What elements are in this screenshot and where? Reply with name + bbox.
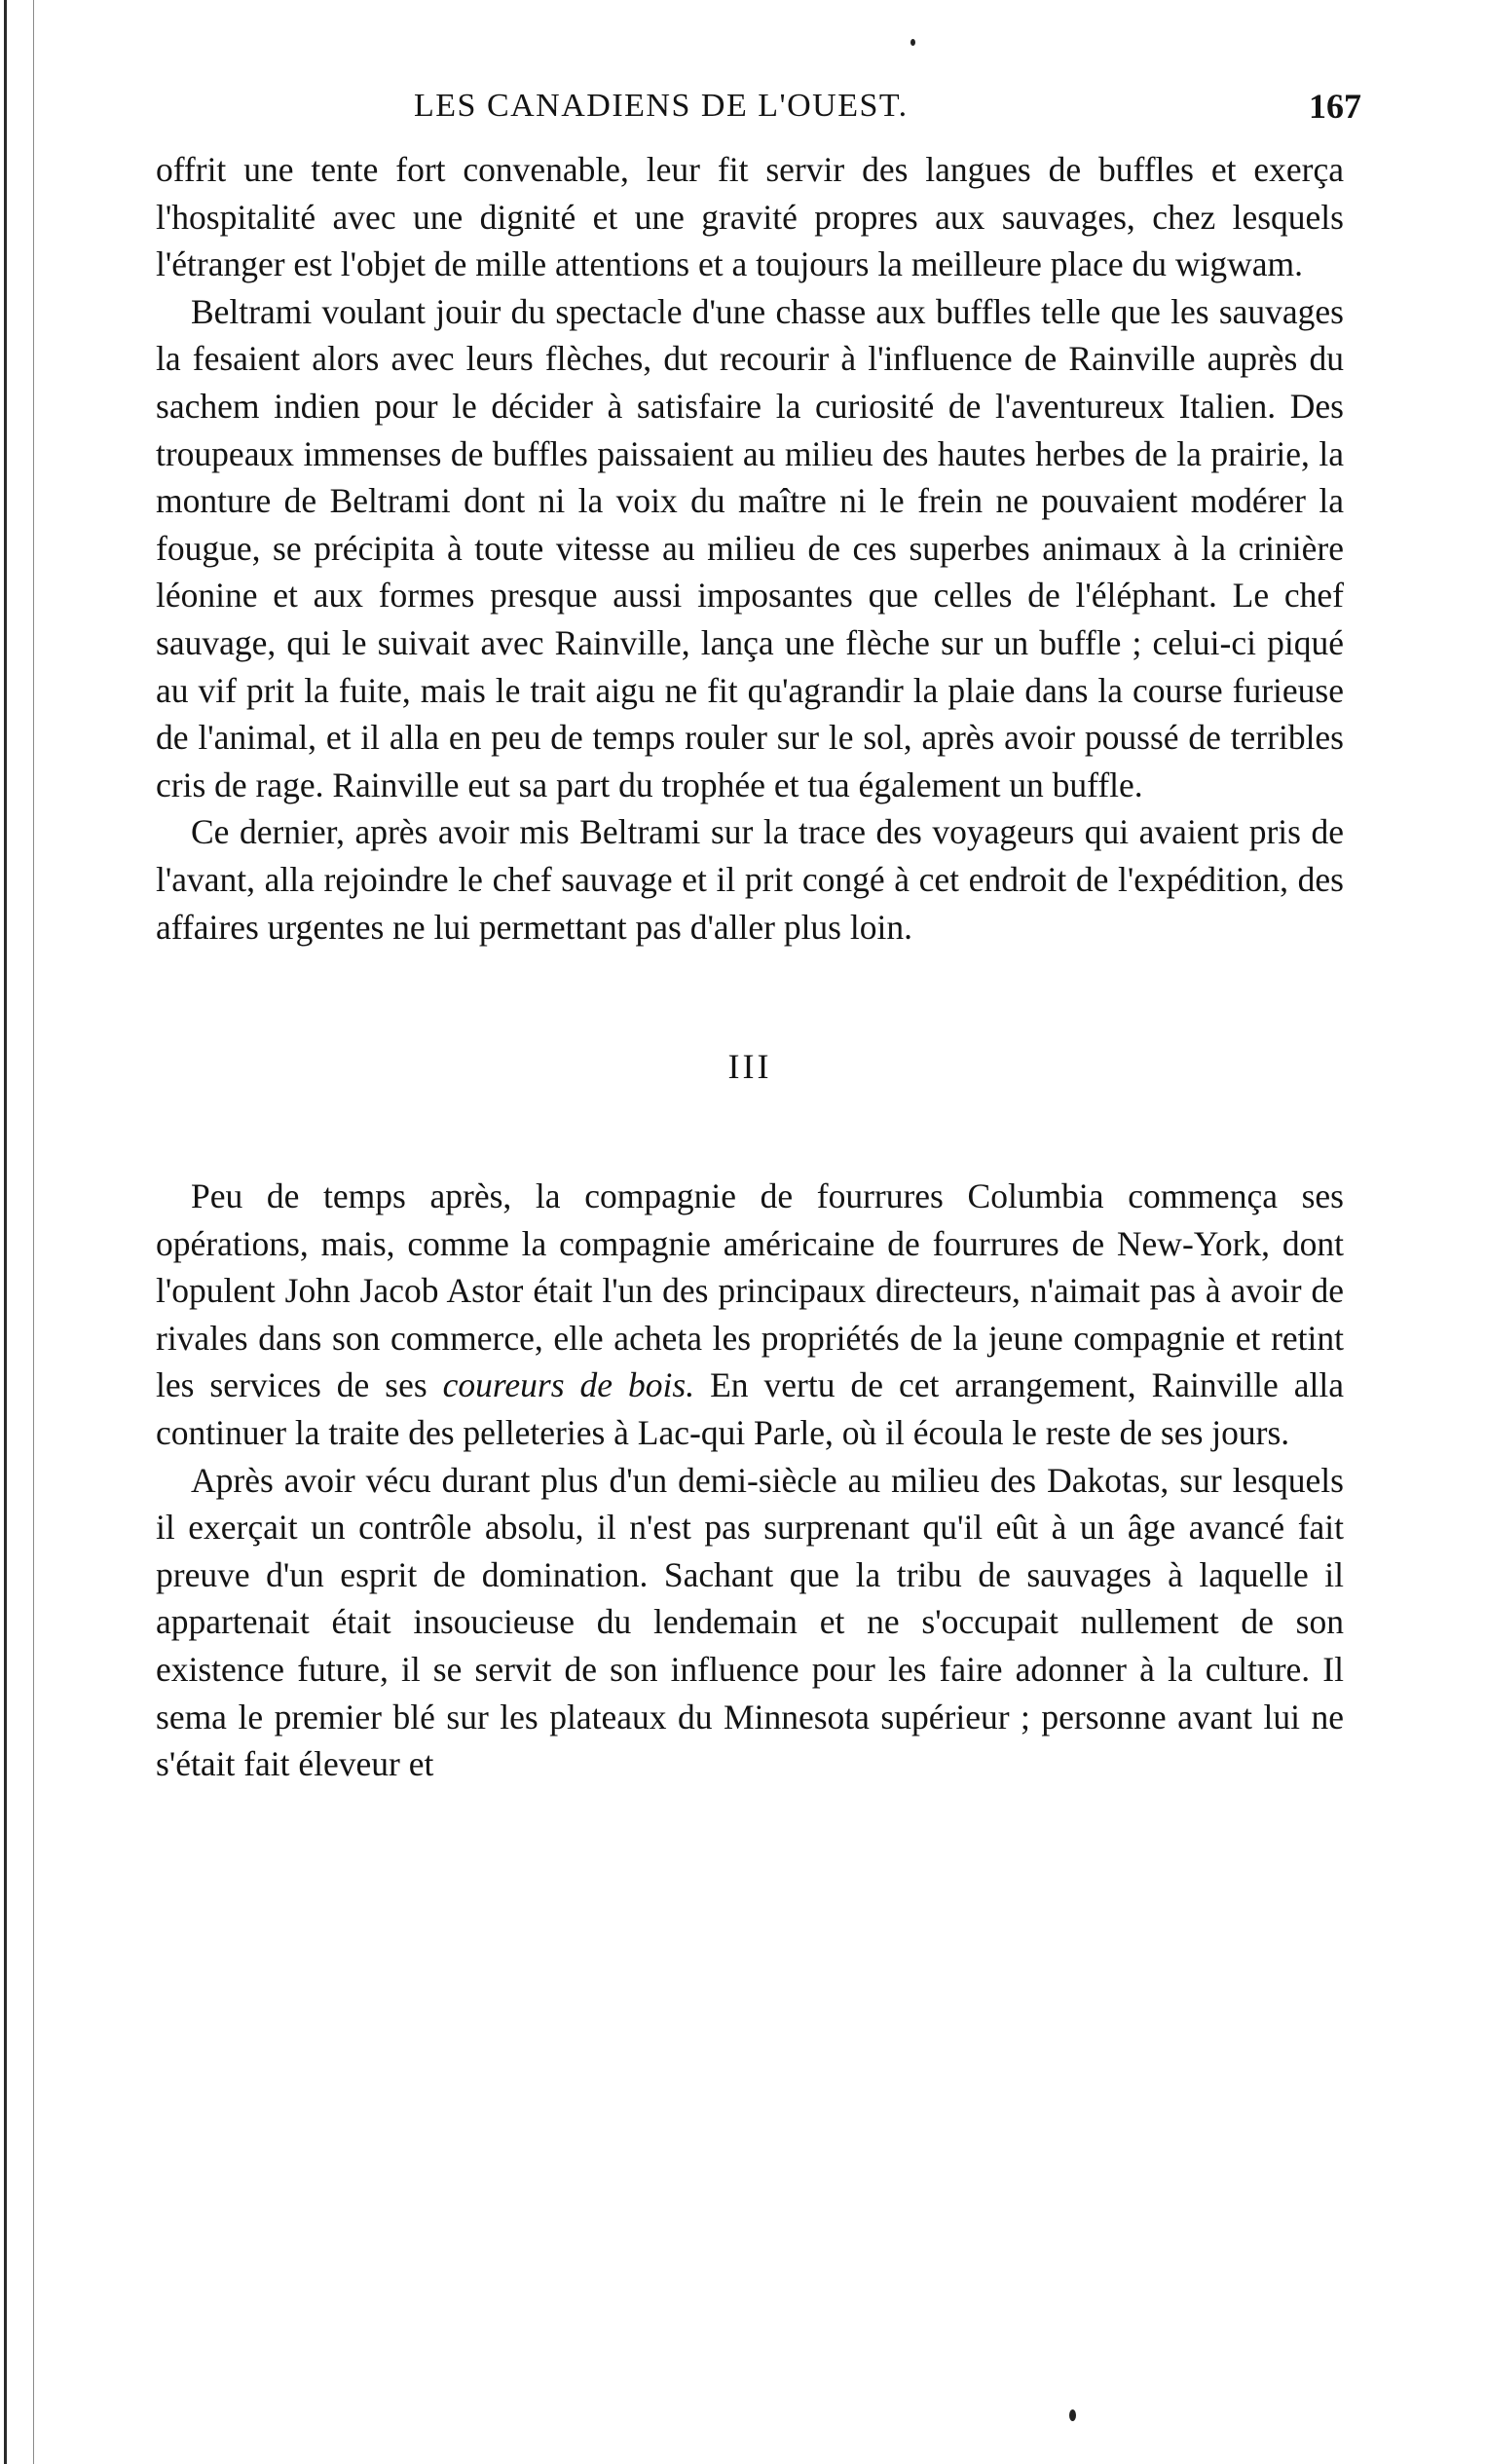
section-one bbox=[156, 146, 1344, 951]
print-speck bbox=[910, 39, 915, 46]
paragraph-text: Peu de temps après, la compagnie de fourrures Columbia commença ses opérations, mais, comme la compagnie américaine de fourrures de New-York, dont l'opulent John Jacob Astor était l'un des principaux directeurs, n'aimait pas à avoir de rivales dans son commerce, elle acheta les propriétés de la jeune compagnie et retint les services de ses bbox=[156, 1176, 1344, 1405]
section-heading: III bbox=[727, 1047, 772, 1087]
paragraph: Après avoir vécu durant plus d'un demi-siècle au milieu des Dakotas, sur lesquels il exerçait un contrôle absolu, il n'est pas surprenant qu'il eût à un âge avancé fait preuve d'un esprit de domination. Sachant que la tribu de sauvages à laquelle il appartenait était insoucieuse du lendemain et ne s'occupait nullement de son existence future, il se servit de son influence pour les faire adonner à la culture. Il sema le premier blé sur les plateaux du Minnesota supérieur ; personne avant lui ne s'était fait éleveur et bbox=[156, 1460, 1344, 1784]
running-header bbox=[156, 58, 1361, 136]
paragraph bbox=[156, 1173, 1344, 1457]
paragraph: Beltrami voulant jouir du spectacle d'une chasse aux buffles telle que les sauvages la fesaient alors avec leurs flèches, dut recourir à l'influence de Rainville auprès du sachem indien pour le décider à satisfaire la curiosité de l'aventureux Italien. Des troupeaux immenses de buffles paissaient au milieu des hautes herbes de la prairie, la monture de Beltrami dont ni la voix du maître ni le frein ne pouvaient modérer la fougue, se précipita à toute vitesse au milieu de ces superbes animaux à la crinière léonine et aux formes presque aussi imposantes que celles de l'éléphant. Le chef sauvage, qui le suivait avec Rainville, lança une flèche sur un buffle ; celui-ci piqué au vif prit la fuite, mais le trait aigu ne fit qu'agrandir la plaie dans la course furieuse de l'animal, et il alla en peu de temps rouler sur le sol, après avoir poussé de terribles cris de rage. Rainville eut sa part du trophée et tua également un buffle. bbox=[156, 291, 1344, 804]
page-binding-shadow bbox=[33, 0, 34, 2464]
paragraph: offrit une tente fort convenable, leur fit servir des langues de buffles et exerça l'hospitalité avec une dignité et une gravité propres aux sauvages, chez lesquels l'étranger est l'objet de mille attentions et a toujours la meilleure place du wigwam. bbox=[156, 150, 1344, 284]
page-number: 167 bbox=[1309, 87, 1361, 126]
paragraph: Ce dernier, après avoir mis Beltrami sur la trace des voyageurs qui avaient pris de l'avant, alla rejoindre le chef sauvage et il prit congé à cet endroit de l'expédition, des affaires urgentes ne lui permettant pas d'aller plus loin. bbox=[156, 812, 1344, 947]
section-two bbox=[156, 1173, 1344, 1788]
print-speck bbox=[1069, 2409, 1076, 2421]
italic-phrase: coureurs de bois. bbox=[442, 1365, 695, 1405]
page-binding-edge bbox=[4, 0, 7, 2464]
book-page bbox=[156, 58, 1361, 1788]
paragraph-text: En vertu de cet arrangement, Rainville alla continuer la traite des pelleteries à Lac-qui Parle, où il écoula le reste de ses jours. bbox=[156, 1365, 1344, 1453]
running-title: LES CANADIENS DE L'OUEST. bbox=[414, 88, 909, 124]
